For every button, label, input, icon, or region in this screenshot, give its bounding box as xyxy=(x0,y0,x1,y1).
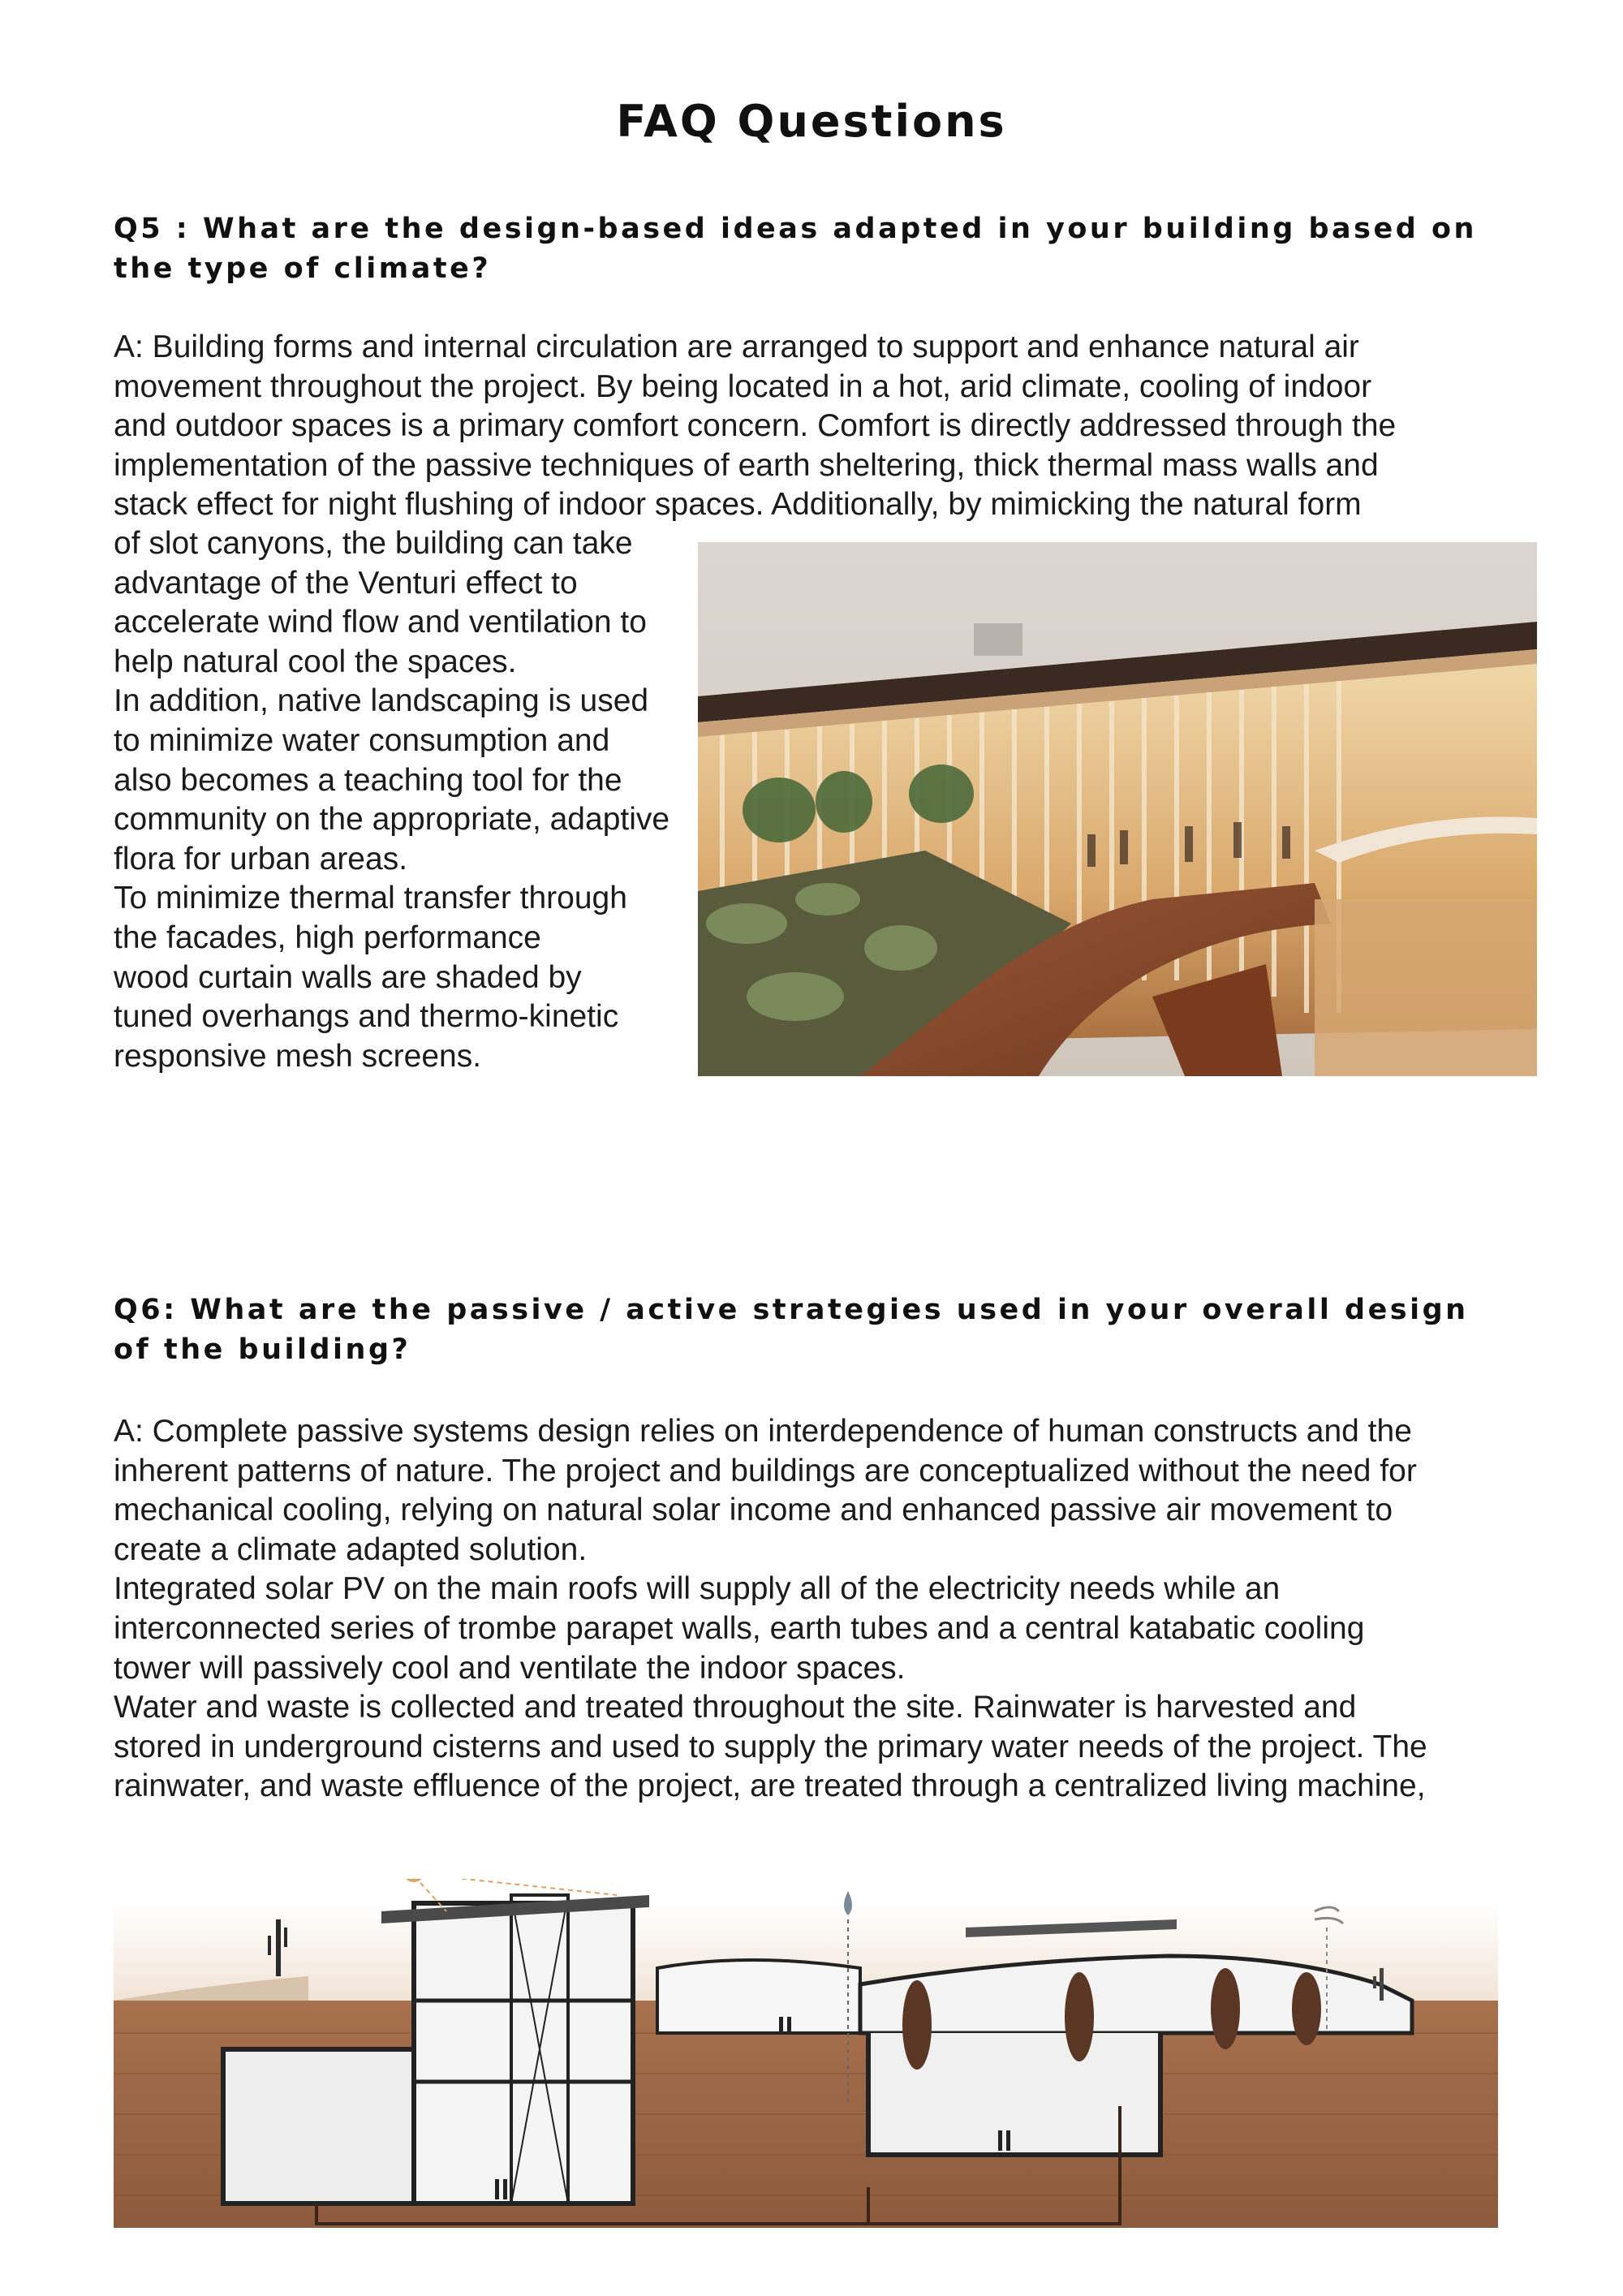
q6-question: Q6: What are the passive / active strategies used in your overall design of the building? xyxy=(114,1294,1469,1366)
building-section-diagram xyxy=(114,1879,1498,2228)
q5-answer-continued xyxy=(114,524,698,1076)
q5-answer-text: A: Building forms and internal circulation are arranged to support and enhance natural air movement throughout the project. By being located in a hot, arid climate, cooling of indoor and outdoor spaces is a primary comfort concern. Comfort is directly addressed through the implementation of the passive techniques of earth sheltering, thick thermal mass walls and stack effect for night flushing of indoor spaces. Additionally, by mimicking the natural form xyxy=(114,330,1397,523)
q6-answer-text: A: Complete passive systems design relies on interdependence of human constructs and the inherent patterns of nature. The project and buildings are conceptualized without the need for mechanical cooling, relying on natural solar income and enhanced passive air movement to create a climate adapted solution. Integrated solar PV on the main roofs will supply all of the electricity needs while an interconnected series of trombe parapet walls, earth tubes and a central katabatic cooling tower will passively cool and ventilate the indoor spaces. Water and waste is collected and treated throughout the site. Rainwater is harvested and stored in underground cisterns and used to supply the primary water needs of the project. The rainwater, and waste effluence of the project, are treated through a centralized living machine, xyxy=(114,1414,1427,1804)
sun-icon xyxy=(403,1879,425,1882)
text-fade xyxy=(114,1806,1574,1842)
q6-answer xyxy=(114,1412,1574,1826)
q5-answer-intro xyxy=(114,328,1542,525)
q5-question: Q5 : What are the design-based ideas adapted in your building based on the type of climate? xyxy=(114,213,1477,285)
q5-answer-text-continued: of slot canyons, the building can take advantage of the Venturi effect to accelerate wind flow and ventilation to help natural cool the spaces. In addition, native landscaping is used to minimize water consumption and also becomes a teaching tool for the community on the appropriate, adaptive flora for urban areas. To minimize thermal transfer through the facades, high performance wood curtain walls are shaded by tuned overhangs and thermo-kinetic responsive mesh screens. xyxy=(114,526,670,1074)
page-title: FAQ Questions xyxy=(616,96,1007,147)
interior-render-image xyxy=(698,542,1537,1076)
